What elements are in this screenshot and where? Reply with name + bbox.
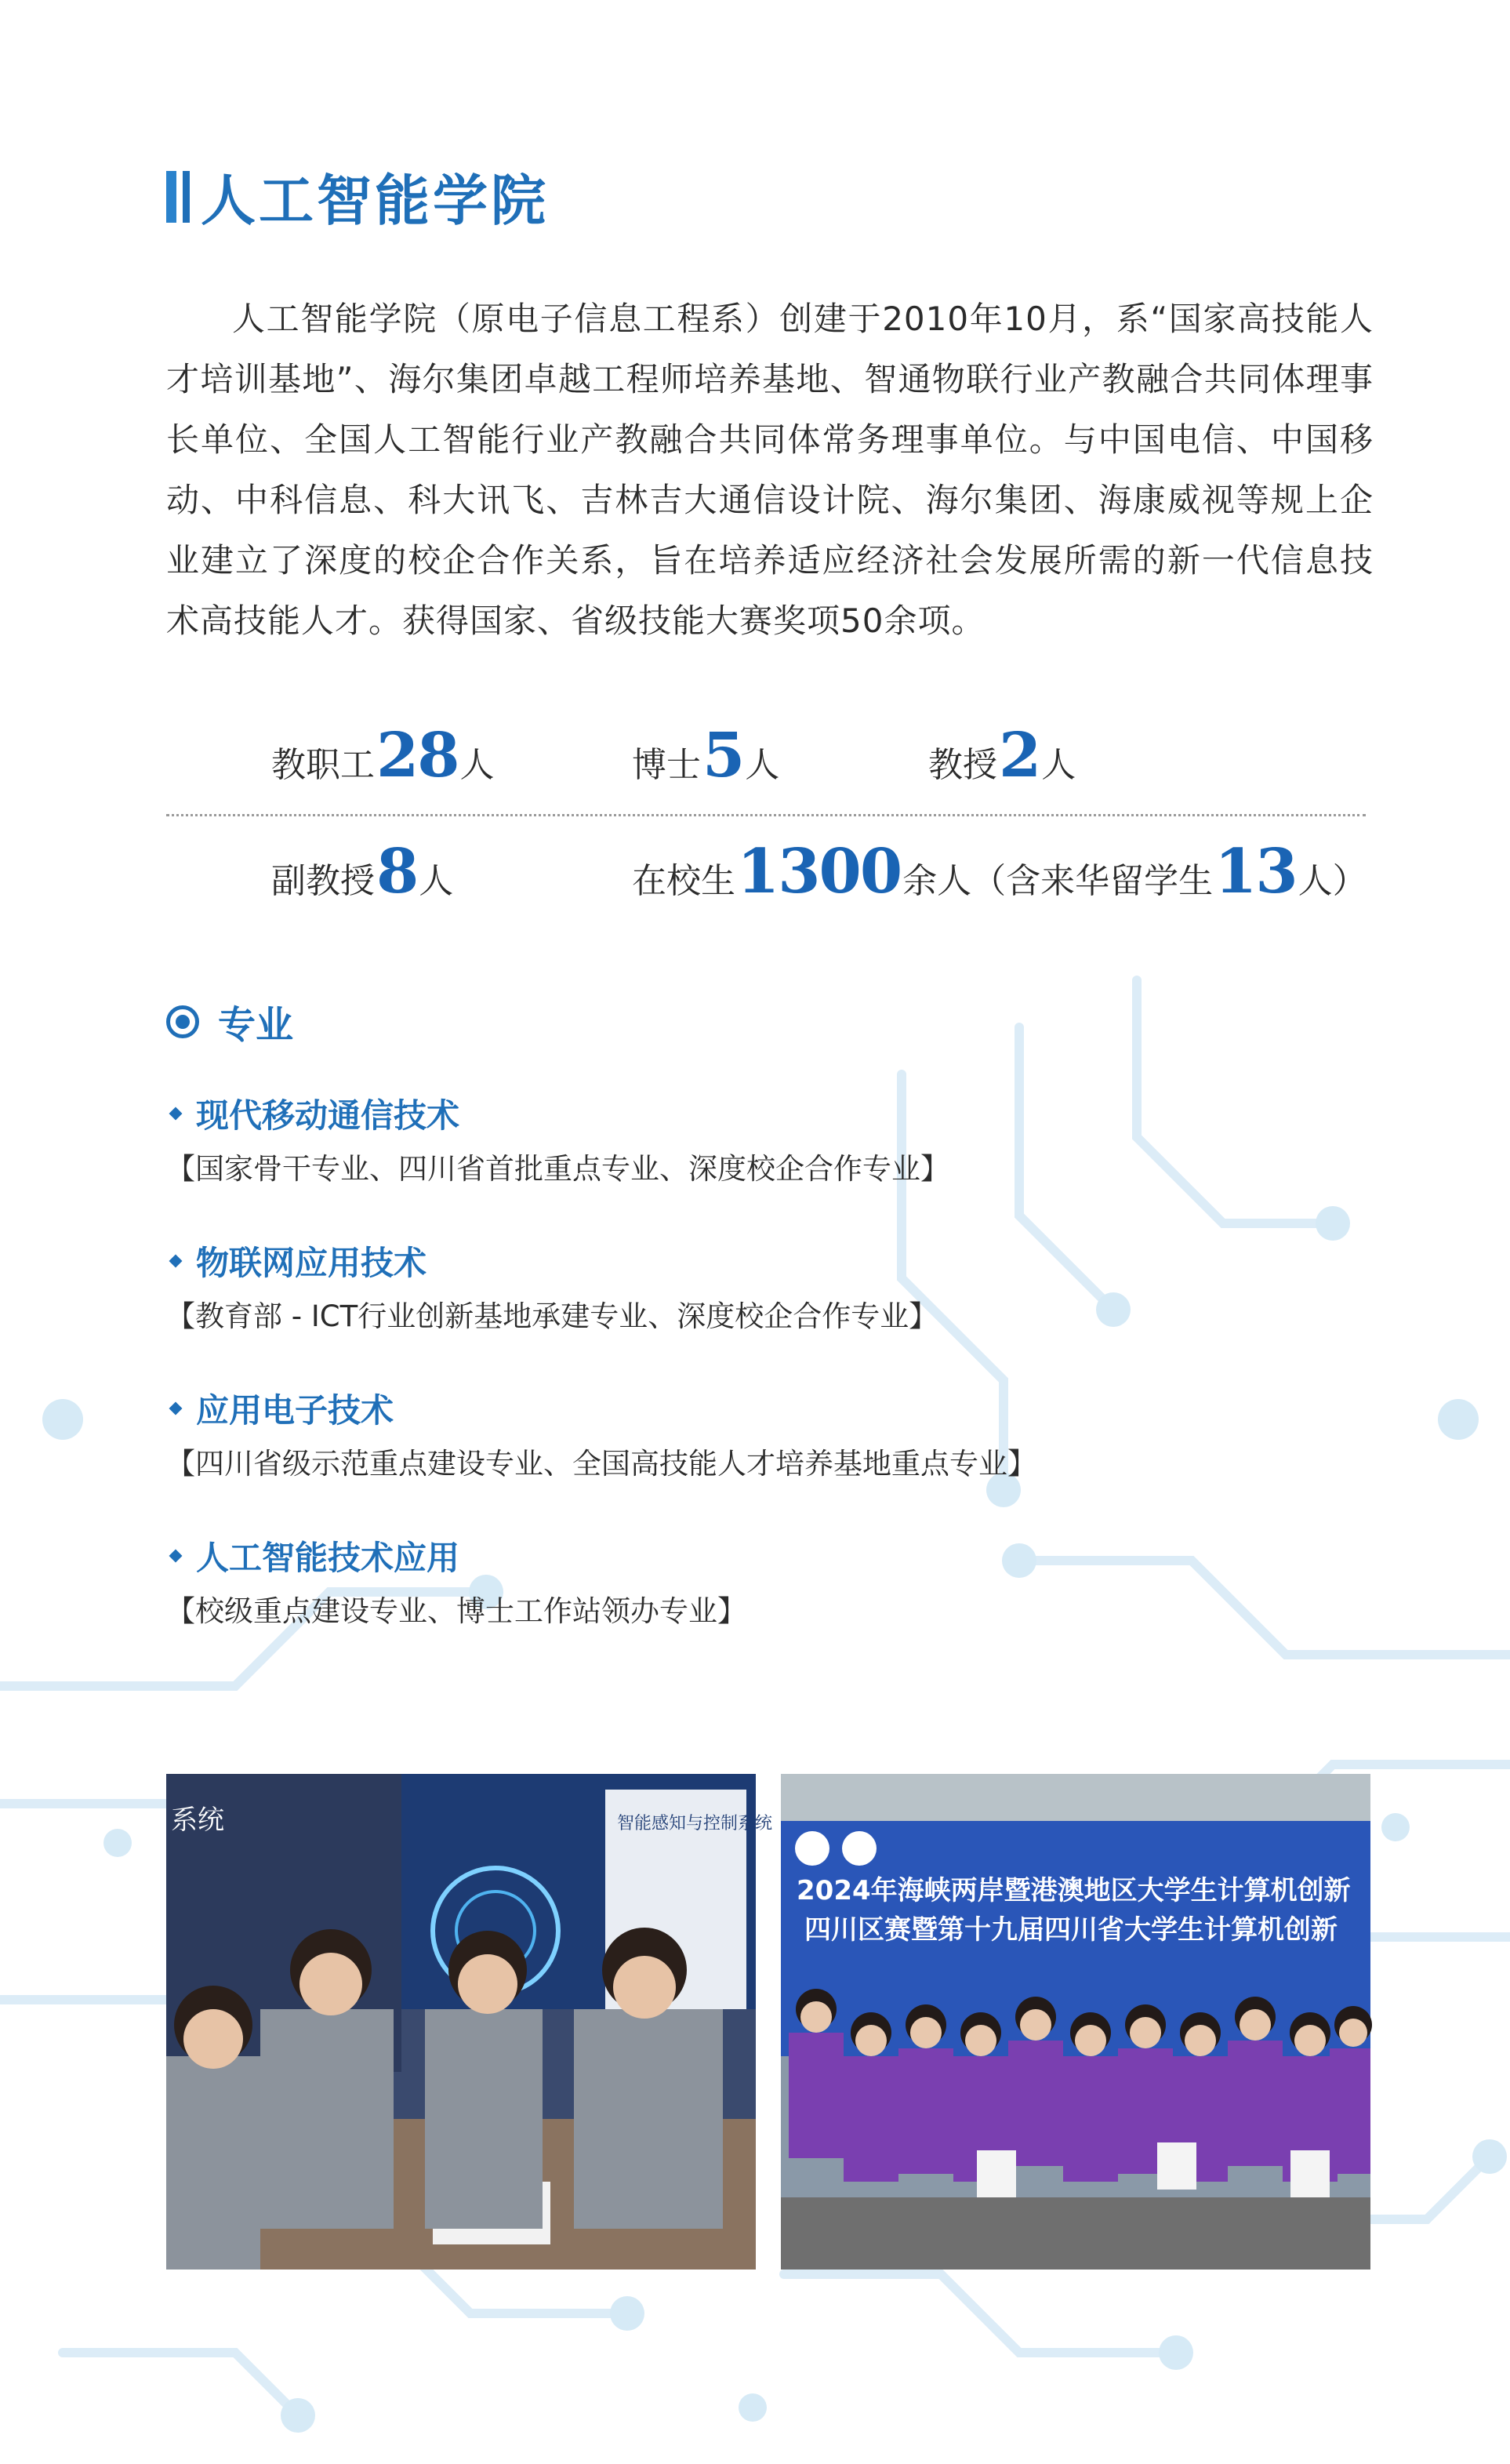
stat-label: 教职工 <box>271 745 375 785</box>
major-name: 现代移动通信技术 <box>196 1096 460 1135</box>
stat-number: 5 <box>702 720 744 791</box>
sign-text: 系统 <box>171 1804 224 1836</box>
stat-doctors <box>632 720 779 791</box>
photo-competition-group <box>781 1774 1370 2270</box>
stat-professors <box>928 720 1076 791</box>
stat-associate-professors <box>271 836 453 907</box>
diamond-bullet-icon <box>169 1402 183 1416</box>
stat-number: 28 <box>376 720 459 791</box>
stat-label: 博士 <box>632 745 701 785</box>
major-desc: 【四川省级示范重点建设专业、全国高技能人才培养基地重点专业】 <box>166 1447 1036 1481</box>
stat-unit: 人 <box>1041 745 1076 785</box>
major-name: 物联网应用技术 <box>196 1244 427 1282</box>
major-name: 应用电子技术 <box>196 1391 394 1430</box>
stat-students <box>632 836 1367 907</box>
banner-line-1: 2024年海峡两岸暨港澳地区大学生计算机创新 <box>797 1875 1351 1906</box>
photo-students-lab <box>166 1774 773 2270</box>
major-desc: 【教育部 - ICT行业创新基地承建专业、深度校企合作专业】 <box>166 1299 938 1333</box>
stats-divider <box>166 814 1366 816</box>
stat-label: 教授 <box>928 745 997 785</box>
page-title-block <box>166 157 549 236</box>
stat-number: 1300 <box>737 836 902 907</box>
stat-staff <box>271 720 495 791</box>
diamond-bullet-icon <box>169 1255 183 1268</box>
stat-label: 在校生 <box>632 861 735 901</box>
stat-unit: 人 <box>419 861 454 901</box>
diamond-bullet-icon <box>169 1550 183 1563</box>
major-item <box>166 1532 746 1630</box>
intro-paragraph: 人工智能学院（原电子信息工程系）创建于2010年10月，系“国家高技能人才培训基地”、海尔集团卓越工程师培养基地、智通物联行业产教融合共同体理事长单位、全国人工智能行业产教融合共同体常务理事单位。与中国电信、中国移动、中科信息、科大讯飞、吉林吉大通信设计院、海尔集团、海康威视等规上企业建立了深度的校企合作关系，旨在培养适应经济社会发展所需的新一代信息技术高技能人才。获得国家、省级技能大赛奖项50余项。 <box>166 300 1374 640</box>
major-name: 人工智能技术应用 <box>196 1539 460 1577</box>
majors-section-header <box>166 994 293 1048</box>
major-desc: 【校级重点建设专业、博士工作站领办专业】 <box>166 1594 746 1628</box>
page-title: 人工智能学院 <box>201 169 549 233</box>
stat-number: 2 <box>999 720 1040 791</box>
diamond-bullet-icon <box>169 1107 183 1121</box>
major-item <box>166 1090 949 1187</box>
title-bar-icon <box>166 171 190 223</box>
major-desc: 【国家骨干专业、四川省首批重点专业、深度校企合作专业】 <box>166 1152 949 1186</box>
stat-unit: 人 <box>745 745 780 785</box>
major-item <box>166 1385 1036 1482</box>
poster-text: 智能感知与控制系统 <box>617 1814 773 1833</box>
stat-label: 副教授 <box>271 861 375 901</box>
stat-number: 8 <box>376 836 418 907</box>
stat-intl-unit: 人） <box>1298 861 1367 901</box>
stat-intl-number: 13 <box>1214 836 1297 907</box>
major-item <box>166 1237 938 1335</box>
stat-unit: 人 <box>459 745 495 785</box>
section-title: 专业 <box>218 1003 294 1047</box>
target-icon <box>166 1005 199 1038</box>
stat-unit: 余人（含来华留学生 <box>902 861 1214 901</box>
banner-line-2: 四川区赛暨第十九届四川省大学生计算机创新 <box>804 1914 1338 1946</box>
